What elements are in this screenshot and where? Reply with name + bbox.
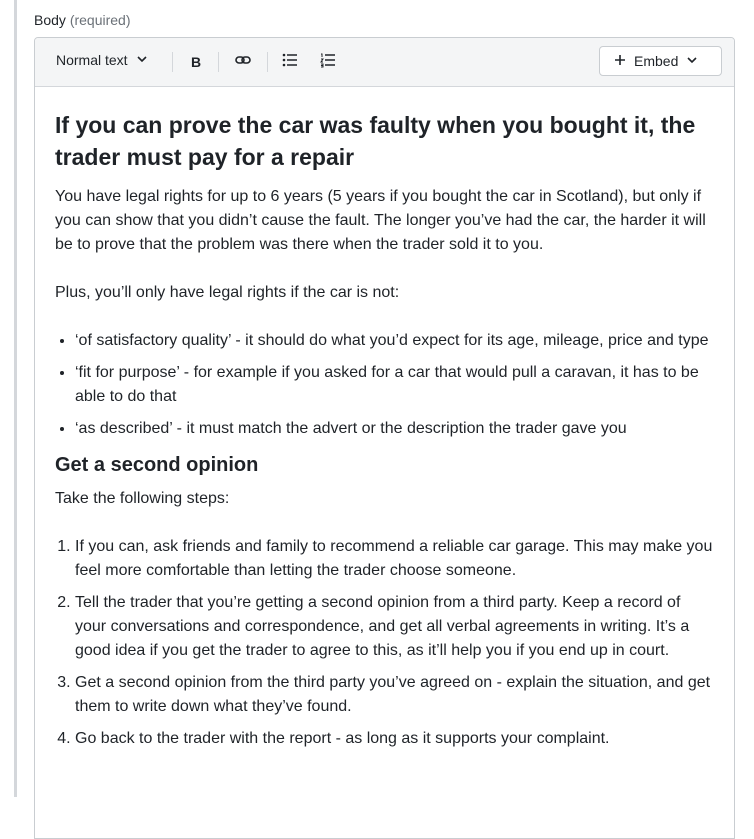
list-item: 2. Tell the trader that you’re getting a second opinion from a third party. Keep a record of your conversations and correspondence, and get all verbal agreements in writing. It’s a good idea if you get the trader to agree to this, as it’ll help you if you end up in court. — [75, 591, 714, 663]
list-item: • ‘fit for purpose’ - for example if you asked for a car that would pull a caravan, it has to be able to do that — [75, 361, 714, 409]
numbered-list-button[interactable] — [315, 50, 341, 74]
toolbar-separator — [172, 52, 173, 72]
list-item: • ‘of satisfactory quality’ - it should do what you’d expect for its age, mileage, price and type — [75, 329, 714, 353]
bold-button[interactable]: B — [190, 54, 202, 70]
chevron-down-icon — [136, 52, 148, 68]
chevron-down-icon — [686, 53, 698, 69]
editor-toolbar — [35, 38, 734, 87]
toolbar-separator — [218, 52, 219, 72]
rich-text-editor — [34, 37, 735, 839]
numbered-list-icon — [319, 51, 337, 74]
heading-1: If you can prove the car was faulty when you bought it, the trader must pay for a repair — [55, 112, 696, 170]
bullet-list-button[interactable] — [277, 50, 303, 74]
toolbar-separator — [267, 52, 268, 72]
numbered-list — [55, 535, 714, 751]
link-button[interactable] — [230, 50, 256, 74]
bullet-list — [55, 329, 714, 441]
editor-content[interactable] — [35, 87, 734, 751]
list-item: 3. Get a second opinion from the third party you’ve agreed on - explain the situation, and get them to write down what they’ve found. — [75, 671, 714, 719]
paragraph: Take the following steps: — [55, 490, 230, 507]
paragraph: Plus, you’ll only have legal rights if the car is not: — [55, 284, 400, 301]
required-hint: (required) — [69, 12, 131, 28]
left-border — [14, 0, 17, 797]
paragraph: You have legal rights for up to 6 years (5 years if you bought the car in Scotland), but only if you can show that you didn’t cause the fault. The longer you’ve had the car, the harder it will be to prove that the problem was there when the trader sold it to you. — [55, 188, 706, 253]
list-item: 1. If you can, ask friends and family to recommend a reliable car garage. This may make you feel more comfortable than letting the trader choose someone. — [75, 535, 714, 583]
list-item: 4. Go back to the trader with the report - as long as it supports your complaint. — [75, 727, 714, 751]
field-label — [34, 12, 131, 28]
bullet-list-icon — [281, 51, 299, 74]
list-item: • ‘as described’ - it must match the advert or the description the trader gave you — [75, 417, 714, 441]
link-icon — [234, 51, 252, 74]
embed-button[interactable] — [599, 46, 722, 76]
embed-label: Embed — [634, 53, 679, 69]
field-label-text: Body — [34, 12, 66, 28]
heading-2: Get a second opinion — [55, 454, 259, 476]
text-style-label: Normal text — [56, 52, 128, 68]
text-style-dropdown[interactable] — [56, 52, 148, 68]
plus-icon — [614, 53, 626, 69]
